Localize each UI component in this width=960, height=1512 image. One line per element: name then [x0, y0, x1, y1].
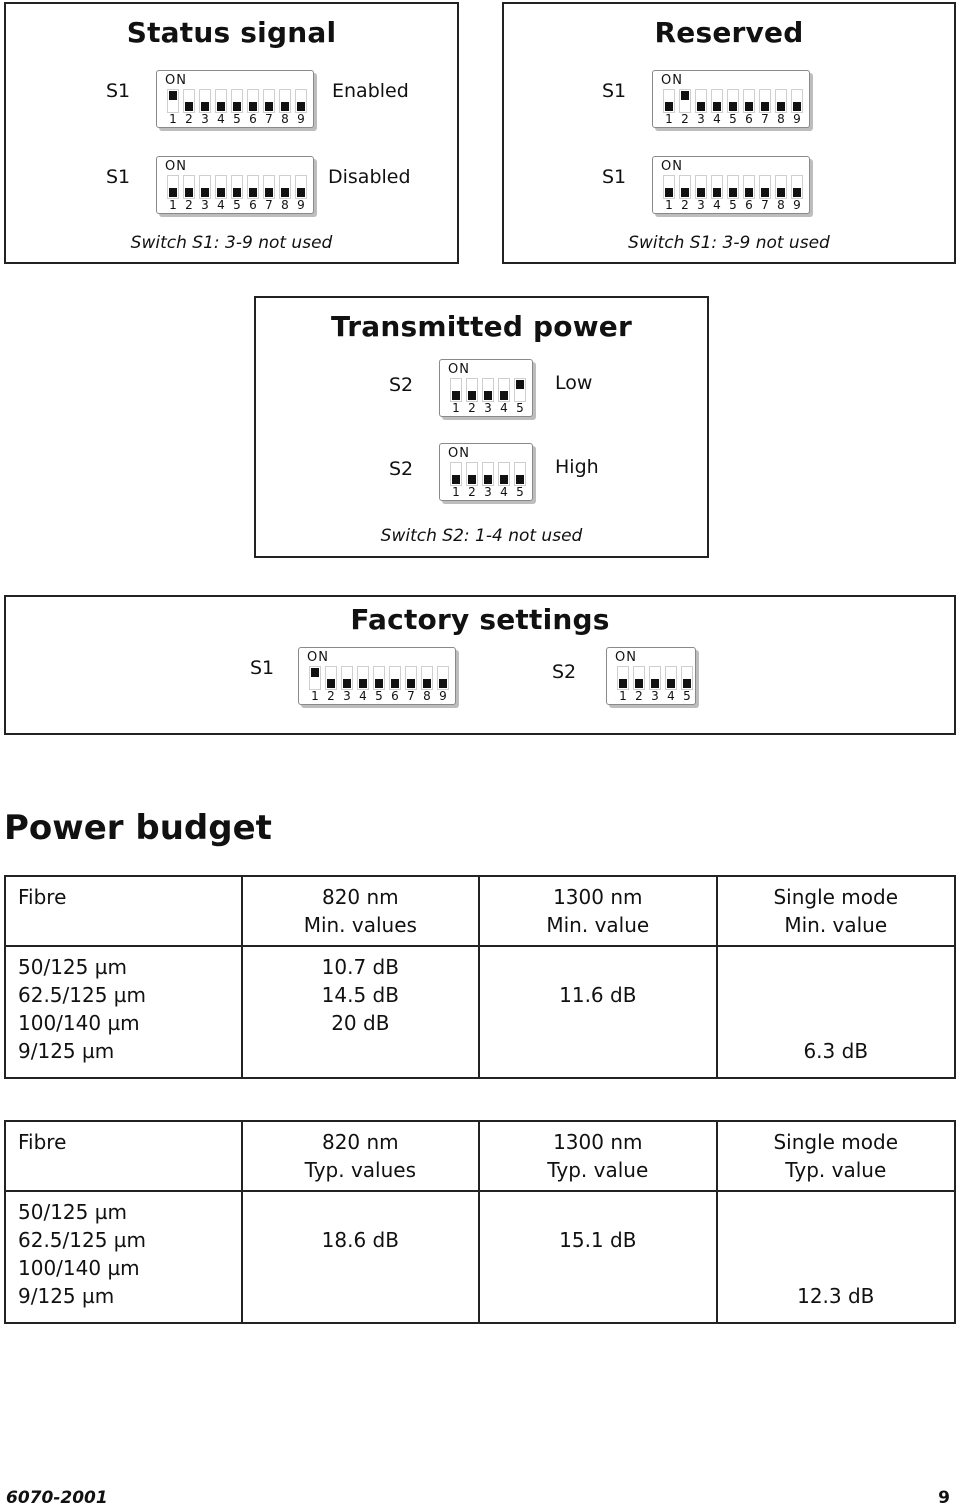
fibre-cell: [5, 946, 242, 1078]
dip-switch-number: 3: [484, 401, 492, 415]
dip-switch-slot: [357, 666, 369, 690]
dip-on-label: ON: [307, 650, 329, 665]
switch-label: S1: [106, 80, 131, 102]
dip-switch-number: 9: [297, 198, 305, 212]
dip-switch-knob: [391, 679, 399, 688]
dip-switch-slot: [633, 666, 645, 690]
dip-switch-s1: [652, 70, 810, 128]
dip-switch-number: 1: [619, 689, 627, 703]
dip-switch-slot: [279, 175, 291, 199]
fibre-value: 9/125 µm: [18, 1039, 115, 1063]
nm820-cell: [242, 1191, 479, 1323]
dip-switch-slot: [373, 666, 385, 690]
dip-switch-slot: [279, 89, 291, 113]
dip-switch-knob: [729, 188, 737, 197]
fibre-value: 9/125 µm: [18, 1284, 115, 1308]
dip-switch-knob: [484, 475, 492, 484]
dip-on-label: ON: [165, 159, 187, 174]
dip-switch-knob: [761, 102, 769, 111]
dip-switch-slot: [775, 175, 787, 199]
dip-switch-slot: [663, 89, 675, 113]
dip-switch-slot: [421, 666, 433, 690]
dip-switch-knob: [745, 188, 753, 197]
nm820-value: 20 dB: [331, 1011, 390, 1035]
dip-switch-slot: [498, 462, 510, 486]
factory-settings-panel: [4, 595, 956, 735]
dip-switch-number: 6: [745, 198, 753, 212]
dip-switch-slot: [663, 175, 675, 199]
dip-switch-number: 5: [375, 689, 383, 703]
dip-switch-slot: [695, 89, 707, 113]
fibre-value: 100/140 µm: [18, 1011, 140, 1035]
power-budget-heading: Power budget: [4, 808, 272, 848]
single-mode-cell: [717, 1191, 955, 1323]
dip-switch-knob: [359, 679, 367, 688]
dip-switch-knob: [761, 188, 769, 197]
dip-switch-number: 8: [281, 112, 289, 126]
dip-switch-number: 1: [311, 689, 319, 703]
fibre-value: 50/125 µm: [18, 1200, 127, 1224]
transmitted-power-title: Transmitted power: [331, 310, 632, 343]
nm1300-value: 15.1 dB: [559, 1228, 637, 1252]
dip-switch-number: 6: [745, 112, 753, 126]
dip-switch-knob: [297, 102, 305, 111]
dip-switch-number: 5: [683, 689, 691, 703]
dip-switch-knob: [452, 475, 460, 484]
dip-switch-number: 5: [233, 198, 241, 212]
dip-switch-knob: [468, 475, 476, 484]
dip-switch-slot: [389, 666, 401, 690]
dip-switch-knob: [500, 391, 508, 400]
dip-switch-slot: [215, 89, 227, 113]
dip-switch-knob: [343, 679, 351, 688]
dip-switch-knob: [681, 188, 689, 197]
dip-switch-slot: [231, 89, 243, 113]
state-label-high: High: [555, 456, 599, 478]
dip-switch-number: 5: [233, 112, 241, 126]
dip-switch-slot: [183, 89, 195, 113]
dip-switch-slot: [215, 175, 227, 199]
dip-switch-knob: [185, 188, 193, 197]
switch-label: S2: [389, 458, 414, 480]
dip-on-label: ON: [448, 362, 470, 377]
header-single-mode: Single mode Min. value: [717, 876, 955, 946]
dip-switch-number: 8: [281, 198, 289, 212]
dip-switch-number: 4: [500, 485, 508, 499]
dip-switch-number: 2: [681, 198, 689, 212]
dip-switch-knob: [681, 91, 689, 100]
dip-on-label: ON: [615, 650, 637, 665]
dip-switch-s1: [652, 156, 810, 214]
dip-switch-slot: [759, 89, 771, 113]
dip-switch-slot: [711, 175, 723, 199]
table-header-row: [5, 876, 955, 946]
dip-switch-slot: [681, 666, 693, 690]
reserved-note: Switch S1: 3-9 not used: [628, 233, 830, 253]
dip-switch-slot: [665, 666, 677, 690]
fibre-value: 62.5/125 µm: [18, 983, 147, 1007]
dip-switch-slot: [679, 175, 691, 199]
dip-switch-slot: [247, 89, 259, 113]
status-signal-note: Switch S1: 3-9 not used: [130, 233, 333, 253]
dip-switch-knob: [265, 102, 273, 111]
dip-switch-number: 9: [297, 112, 305, 126]
dip-switch-knob: [201, 102, 209, 111]
state-label-low: Low: [555, 372, 593, 394]
dip-switch-number: 3: [343, 689, 351, 703]
dip-switch-number: 8: [777, 198, 785, 212]
reserved-title: Reserved: [654, 16, 804, 49]
dip-switch-knob: [169, 188, 177, 197]
nm1300-cell: [479, 946, 716, 1078]
dip-switch-number: 3: [697, 198, 705, 212]
dip-switch-number: 7: [265, 198, 273, 212]
header-1300nm: 1300 nm Min. value: [479, 876, 716, 946]
dip-switch-number: 7: [761, 198, 769, 212]
dip-switch-slot: [743, 175, 755, 199]
dip-switch-number: 1: [452, 401, 460, 415]
fibre-value: 50/125 µm: [18, 955, 127, 979]
page-number: 9: [938, 1488, 950, 1508]
dip-switch-knob: [169, 91, 177, 100]
dip-switch-slot: [617, 666, 629, 690]
dip-switch-s1: [156, 156, 314, 214]
dip-switch-knob: [281, 188, 289, 197]
dip-switch-s1-factory: [298, 647, 456, 705]
dip-switch-number: 1: [452, 485, 460, 499]
fibre-cell: [5, 1191, 242, 1323]
dip-switch-slot: [450, 462, 462, 486]
dip-switch-slot: [759, 175, 771, 199]
nm820-value: 18.6 dB: [321, 1228, 399, 1252]
dip-switch-knob: [233, 188, 241, 197]
dip-switch-number: 4: [359, 689, 367, 703]
reserved-panel: [502, 2, 956, 264]
dip-switch-slot: [405, 666, 417, 690]
dip-switch-number: 7: [407, 689, 415, 703]
dip-switch-slot: [183, 175, 195, 199]
dip-switch-knob: [327, 679, 335, 688]
dip-switch-knob: [777, 188, 785, 197]
dip-switch-knob: [619, 679, 627, 688]
dip-switch-slot: [466, 378, 478, 402]
single-mode-value: 6.3 dB: [803, 1039, 869, 1063]
dip-switch-number: 4: [500, 401, 508, 415]
state-label-enabled: Enabled: [332, 80, 409, 102]
dip-switch-number: 5: [516, 485, 524, 499]
dip-switch-number: 1: [169, 112, 177, 126]
dip-switch-knob: [697, 188, 705, 197]
dip-switch-knob: [217, 102, 225, 111]
dip-switch-knob: [249, 188, 257, 197]
dip-switch-slot: [263, 175, 275, 199]
dip-switch-number: 2: [468, 401, 476, 415]
dip-switch-slot: [727, 175, 739, 199]
dip-switch-number: 8: [777, 112, 785, 126]
dip-switch-number: 3: [697, 112, 705, 126]
dip-switch-number: 6: [249, 112, 257, 126]
dip-switch-number: 9: [439, 689, 447, 703]
dip-switch-knob: [516, 380, 524, 389]
factory-settings-title: Factory settings: [350, 603, 610, 636]
dip-switch-knob: [217, 188, 225, 197]
status-signal-panel: [4, 2, 459, 264]
switch-label: S1: [602, 80, 627, 102]
dip-switch-knob: [452, 391, 460, 400]
fibre-value: 100/140 µm: [18, 1256, 140, 1280]
table-row: [5, 1191, 955, 1323]
dip-switch-number: 4: [217, 112, 225, 126]
table-row: [5, 946, 955, 1078]
dip-switch-knob: [729, 102, 737, 111]
dip-on-label: ON: [661, 159, 683, 174]
power-budget-typ-table: [4, 1120, 956, 1324]
dip-switch-number: 5: [516, 401, 524, 415]
dip-switch-knob: [665, 188, 673, 197]
nm820-value: 10.7 dB: [321, 955, 399, 979]
dip-switch-slot: [247, 175, 259, 199]
dip-switch-knob: [713, 102, 721, 111]
dip-switch-slot: [295, 89, 307, 113]
header-fibre: Fibre: [5, 876, 242, 946]
dip-switch-knob: [297, 188, 305, 197]
dip-switch-knob: [665, 102, 673, 111]
dip-switch-knob: [185, 102, 193, 111]
dip-on-label: ON: [661, 73, 683, 88]
dip-switch-knob: [265, 188, 273, 197]
dip-switch-knob: [233, 102, 241, 111]
document-number: 6070-2001: [6, 1488, 108, 1508]
dip-switch-knob: [745, 102, 753, 111]
switch-label: S2: [389, 374, 414, 396]
factory-s1-label: S1: [250, 657, 275, 679]
dip-switch-number: 6: [391, 689, 399, 703]
dip-switch-s1: [156, 70, 314, 128]
single-mode-cell: [717, 946, 955, 1078]
switch-label: S1: [602, 166, 627, 188]
dip-switch-slot: [711, 89, 723, 113]
dip-switch-slot: [437, 666, 449, 690]
dip-switch-number: 5: [729, 198, 737, 212]
dip-switch-knob: [423, 679, 431, 688]
dip-switch-knob: [500, 475, 508, 484]
dip-switch-slot: [679, 89, 691, 113]
dip-switch-knob: [651, 679, 659, 688]
dip-switch-number: 4: [217, 198, 225, 212]
header-820nm: 820 nm Typ. values: [242, 1121, 479, 1191]
dip-switch-number: 4: [713, 198, 721, 212]
dip-switch-slot: [514, 378, 526, 402]
header-single-mode: Single mode Typ. value: [717, 1121, 955, 1191]
nm1300-value: 11.6 dB: [559, 983, 637, 1007]
dip-switch-knob: [667, 679, 675, 688]
dip-switch-slot: [325, 666, 337, 690]
dip-switch-knob: [777, 102, 785, 111]
dip-switch-number: 1: [169, 198, 177, 212]
dip-switch-slot: [199, 175, 211, 199]
dip-switch-knob: [375, 679, 383, 688]
dip-switch-s2-factory: [606, 647, 696, 705]
nm1300-cell: [479, 1191, 716, 1323]
dip-switch-number: 7: [265, 112, 273, 126]
dip-switch-number: 2: [468, 485, 476, 499]
dip-switch-number: 1: [665, 112, 673, 126]
dip-switch-number: 7: [761, 112, 769, 126]
dip-switch-number: 2: [327, 689, 335, 703]
dip-switch-number: 5: [729, 112, 737, 126]
dip-switch-number: 2: [185, 112, 193, 126]
dip-switch-slot: [514, 462, 526, 486]
dip-switch-slot: [167, 89, 179, 113]
dip-switch-number: 2: [635, 689, 643, 703]
dip-switch-number: 4: [713, 112, 721, 126]
dip-switch-number: 3: [651, 689, 659, 703]
status-signal-title: Status signal: [126, 16, 337, 49]
dip-switch-slot: [199, 89, 211, 113]
dip-switch-knob: [249, 102, 257, 111]
transmitted-power-panel: [254, 296, 709, 558]
dip-switch-knob: [201, 188, 209, 197]
dip-switch-knob: [713, 188, 721, 197]
dip-switch-number: 3: [484, 485, 492, 499]
dip-switch-knob: [484, 391, 492, 400]
transmitted-power-note: Switch S2: 1-4 not used: [380, 526, 583, 546]
dip-switch-number: 1: [665, 198, 673, 212]
dip-switch-knob: [439, 679, 447, 688]
dip-switch-slot: [775, 89, 787, 113]
dip-on-label: ON: [165, 73, 187, 88]
header-1300nm: 1300 nm Typ. value: [479, 1121, 716, 1191]
dip-switch-number: 3: [201, 112, 209, 126]
dip-switch-slot: [498, 378, 510, 402]
dip-switch-number: 3: [201, 198, 209, 212]
dip-switch-slot: [295, 175, 307, 199]
dip-switch-slot: [727, 89, 739, 113]
dip-switch-slot: [341, 666, 353, 690]
dip-switch-slot: [167, 175, 179, 199]
factory-s2-label: S2: [552, 661, 577, 683]
dip-switch-slot: [482, 462, 494, 486]
dip-switch-knob: [468, 391, 476, 400]
dip-switch-slot: [791, 175, 803, 199]
dip-on-label: ON: [448, 446, 470, 461]
dip-switch-slot: [791, 89, 803, 113]
nm820-cell: [242, 946, 479, 1078]
header-820nm: 820 nm Min. values: [242, 876, 479, 946]
header-fibre: Fibre: [5, 1121, 242, 1191]
dip-switch-knob: [516, 475, 524, 484]
dip-switch-slot: [743, 89, 755, 113]
dip-switch-slot: [649, 666, 661, 690]
switch-label: S1: [106, 166, 131, 188]
dip-switch-knob: [793, 188, 801, 197]
dip-switch-number: 8: [423, 689, 431, 703]
dip-switch-slot: [482, 378, 494, 402]
dip-switch-knob: [683, 679, 691, 688]
single-mode-value: 12.3 dB: [797, 1284, 875, 1308]
dip-switch-slot: [466, 462, 478, 486]
nm820-value: 14.5 dB: [321, 983, 399, 1007]
dip-switch-slot: [231, 175, 243, 199]
dip-switch-number: 6: [249, 198, 257, 212]
dip-switch-s2: [439, 359, 533, 417]
dip-switch-number: 9: [793, 198, 801, 212]
dip-switch-knob: [793, 102, 801, 111]
dip-switch-number: 2: [185, 198, 193, 212]
dip-switch-knob: [311, 668, 319, 677]
dip-switch-knob: [635, 679, 643, 688]
table-header-row: [5, 1121, 955, 1191]
dip-switch-slot: [263, 89, 275, 113]
state-label-disabled: Disabled: [328, 166, 411, 188]
dip-switch-knob: [281, 102, 289, 111]
dip-switch-knob: [697, 102, 705, 111]
dip-switch-number: 2: [681, 112, 689, 126]
dip-switch-number: 9: [793, 112, 801, 126]
dip-switch-s2: [439, 443, 533, 501]
fibre-value: 62.5/125 µm: [18, 1228, 147, 1252]
dip-switch-slot: [695, 175, 707, 199]
dip-switch-number: 4: [667, 689, 675, 703]
power-budget-min-table: [4, 875, 956, 1079]
dip-switch-slot: [450, 378, 462, 402]
dip-switch-knob: [407, 679, 415, 688]
dip-switch-slot: [309, 666, 321, 690]
